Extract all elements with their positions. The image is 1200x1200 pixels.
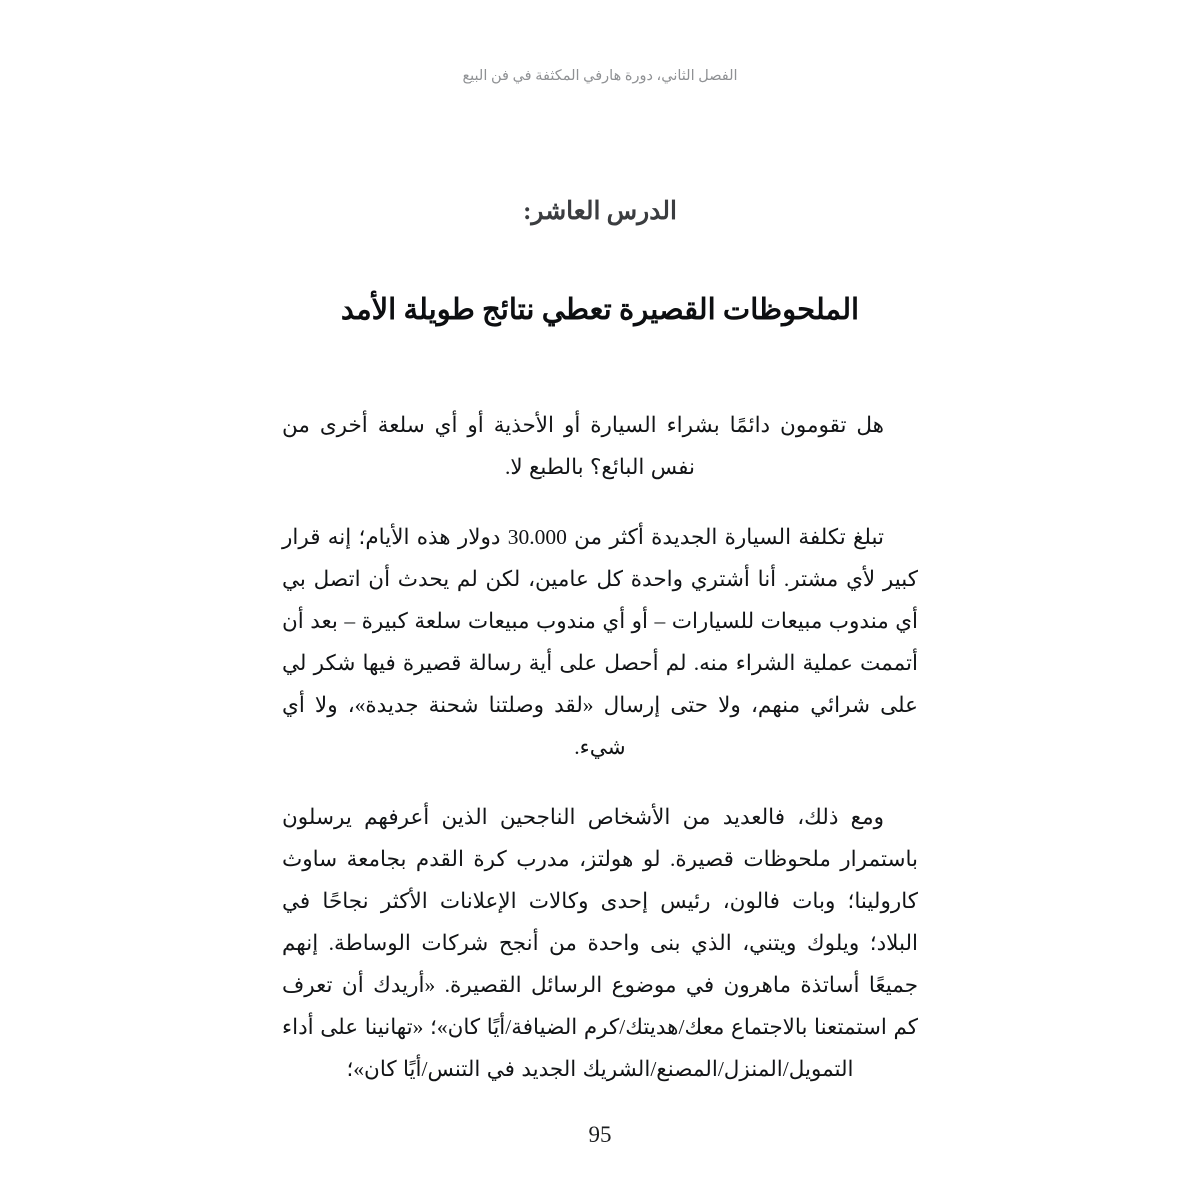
paragraph: هل تقومون دائمًا بشراء السيارة أو الأحذية أو أي سلعة أخرى من نفس البائع؟ بالطبع لا. <box>282 413 884 479</box>
running-head: الفصل الثاني، دورة هارفي المكثفة في فن البيع <box>462 68 738 84</box>
page-number: 95 <box>588 1122 612 1147</box>
paragraph: ومع ذلك، فالعديد من الأشخاص الناجحين الذين أعرفهم يرسلون باستمرار ملحوظات قصيرة. لو هولتز، مدرب كرة القدم بجامعة ساوث كارولينا؛ وبات فالون، رئيس إحدى وكالات الإعلانات الأكثر نجاحًا في البلاد؛ ويلوك ويتني، الذي بنى واحدة من أنجح شركات الوساطة. إنهم جميعًا أساتذة ماهرون في موضوع الرسائل القصيرة. «أريدك أن تعرف كم استمتعنا بالاجتماع معك/هديتك/كرم الضيافة/أيًا كان»؛ «تهانينا على أداء التمويل/المنزل/المصنع/الشريك الجديد في التنس/أيًا كان»؛ <box>282 805 918 1081</box>
lesson-title: الملحوظات القصيرة تعطي نتائج طويلة الأمد <box>340 294 860 327</box>
lesson-label: الدرس العاشر: <box>523 198 677 225</box>
paragraph: تبلغ تكلفة السيارة الجديدة أكثر من 30.000 دولار هذه الأيام؛ إنه قرار كبير لأي مشتر. أنا أشتري واحدة كل عامين، لكن لم يحدث أن اتصل بي أي مندوب مبيعات للسيارات – أو أي مندوب مبيعات سلعة كبيرة – بعد أن أتممت عملية الشراء منه. لم أحصل على أية رسالة قصيرة فيها شكر لي على شرائي منهم، ولا حتى إرسال «لقد وصلتنا شحنة جديدة»، ولا أي شيء. <box>282 525 918 759</box>
body-copy <box>282 404 918 1090</box>
